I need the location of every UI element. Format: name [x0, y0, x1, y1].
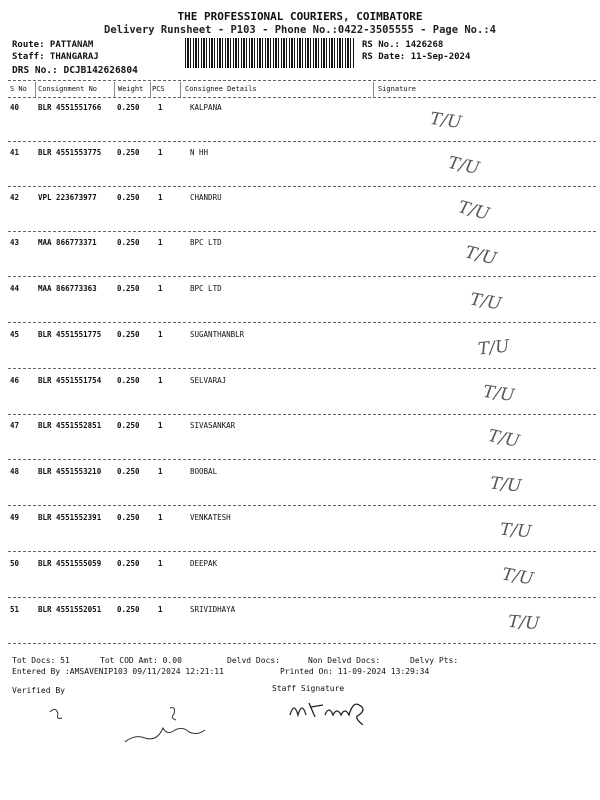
col-sno: S No: [10, 85, 27, 93]
row-weight: 0.250: [117, 605, 140, 614]
row-pieces: 1: [158, 376, 163, 385]
row-serial-number: 44: [10, 284, 20, 293]
row-weight: 0.250: [117, 513, 140, 522]
row-serial-number: 45: [10, 330, 20, 339]
row-handwritten-signature: T/U: [468, 289, 503, 315]
row-divider: [8, 231, 596, 232]
row-consignment-number: BLR 4551553775: [38, 148, 102, 157]
column-divider: [35, 82, 36, 98]
row-consignee-name: BPC LTD: [190, 238, 222, 247]
col-weight: Weight: [118, 85, 144, 93]
row-weight: 0.250: [117, 559, 140, 568]
row-weight: 0.250: [117, 103, 140, 112]
column-divider: [114, 82, 115, 98]
row-consignment-number: BLR 4551551754: [38, 376, 102, 385]
row-consignee-name: BOOBAL: [190, 467, 218, 476]
staff-signature-label: Staff Signature: [272, 684, 345, 693]
row-consignment-number: BLR 4551553210: [38, 467, 102, 476]
col-consignment: Consignment No: [38, 85, 98, 93]
row-serial-number: 42: [10, 193, 20, 202]
row-serial-number: 47: [10, 421, 20, 430]
row-handwritten-signature: T/U: [428, 108, 463, 134]
row-consignment-number: BLR 4551551766: [38, 103, 102, 112]
rs-number: RS No.: 1426268: [362, 40, 444, 50]
row-pieces: 1: [158, 148, 163, 157]
row-serial-number: 40: [10, 103, 20, 112]
non-delivered-docs: Non Delvd Docs:: [308, 656, 381, 665]
delivered-docs: Delvd Docs:: [227, 656, 280, 665]
row-consignment-number: MAA 866773371: [38, 238, 97, 247]
row-pieces: 1: [158, 513, 163, 522]
route-label: Route: PATTANAM: [12, 40, 94, 50]
row-handwritten-signature: T/U: [446, 152, 482, 180]
row-handwritten-signature: T/U: [455, 197, 492, 225]
row-weight: 0.250: [117, 284, 140, 293]
staff-label: Staff: THANGARAJ: [12, 52, 99, 62]
row-handwritten-signature: T/U: [507, 611, 541, 635]
row-consignment-number: BLR 4551552051: [38, 605, 102, 614]
row-consignee-name: SRIVIDHAYA: [190, 605, 236, 614]
row-pieces: 1: [158, 330, 163, 339]
row-handwritten-signature: T/U: [481, 381, 516, 407]
column-divider: [150, 82, 151, 98]
row-divider: [8, 551, 596, 552]
row-pieces: 1: [158, 559, 163, 568]
row-consignment-number: VPL 223673977: [38, 193, 97, 202]
row-handwritten-signature: T/U: [477, 336, 511, 360]
row-consignee-name: SELVARAJ: [190, 376, 227, 385]
column-divider: [373, 82, 374, 98]
row-divider: [8, 322, 596, 323]
row-weight: 0.250: [117, 330, 140, 339]
row-consignee-name: KALPANA: [190, 103, 222, 112]
row-consignee-name: BPC LTD: [190, 284, 222, 293]
column-divider: [180, 82, 181, 98]
row-consignee-name: SUGANTHANBLR: [190, 330, 245, 339]
row-serial-number: 43: [10, 238, 20, 247]
delivery-points: Delvy Pts:: [410, 656, 459, 665]
row-divider: [8, 505, 596, 506]
entered-by: Entered By :AMSAVENIP103 09/11/2024 12:21:11: [12, 667, 224, 676]
row-consignee-name: DEEPAK: [190, 559, 218, 568]
row-consignment-number: BLR 4551555059: [38, 559, 102, 568]
row-serial-number: 51: [10, 605, 20, 614]
row-handwritten-signature: T/U: [500, 564, 535, 590]
row-weight: 0.250: [117, 421, 140, 430]
row-divider: [8, 276, 596, 277]
row-divider: [8, 459, 596, 460]
row-weight: 0.250: [117, 238, 140, 247]
document-title: THE PROFESSIONAL COURIERS, COIMBATORE: [177, 10, 423, 23]
row-weight: 0.250: [117, 193, 140, 202]
row-divider: [8, 141, 596, 142]
total-cod-amount: Tot COD Amt: 0.00: [100, 656, 182, 665]
row-pieces: 1: [158, 238, 163, 247]
row-pieces: 1: [158, 605, 163, 614]
row-consignee-name: VENKATESH: [190, 513, 231, 522]
row-handwritten-signature: T/U: [486, 425, 522, 453]
row-consignment-number: BLR 4551552391: [38, 513, 102, 522]
row-consignee-name: N HH: [190, 148, 209, 157]
col-pcs: PCS: [152, 85, 165, 93]
verified-by-label: Verified By: [12, 686, 65, 695]
row-serial-number: 48: [10, 467, 20, 476]
row-weight: 0.250: [117, 148, 140, 157]
row-pieces: 1: [158, 421, 163, 430]
col-consignee: Consignee Details: [185, 85, 257, 93]
row-handwritten-signature: T/U: [499, 519, 533, 543]
row-divider: [8, 186, 596, 187]
row-divider: [8, 643, 596, 644]
row-handwritten-signature: T/U: [489, 473, 523, 497]
row-consignee-name: CHANDRU: [190, 193, 222, 202]
row-pieces: 1: [158, 284, 163, 293]
row-pieces: 1: [158, 467, 163, 476]
row-consignment-number: MAA 866773363: [38, 284, 97, 293]
row-consignment-number: BLR 4551552851: [38, 421, 102, 430]
row-consignment-number: BLR 4551551775: [38, 330, 102, 339]
row-weight: 0.250: [117, 467, 140, 476]
row-serial-number: 46: [10, 376, 20, 385]
verifier-handwritten-signature: [40, 700, 230, 750]
row-handwritten-signature: T/U: [463, 242, 499, 270]
printed-on: Printed On: 11-09-2024 13:29:34: [280, 667, 430, 676]
drs-number: DRS No.: DCJB142626804: [12, 65, 138, 76]
divider: [8, 97, 596, 98]
row-pieces: 1: [158, 103, 163, 112]
col-signature: Signature: [378, 85, 416, 93]
rs-date: RS Date: 11-Sep-2024: [362, 52, 471, 62]
staff-handwritten-signature: [285, 695, 395, 725]
row-pieces: 1: [158, 193, 163, 202]
row-divider: [8, 597, 596, 598]
row-serial-number: 41: [10, 148, 20, 157]
row-divider: [8, 414, 596, 415]
barcode: [185, 38, 355, 68]
row-serial-number: 49: [10, 513, 20, 522]
row-divider: [8, 368, 596, 369]
runsheet-subtitle: Delivery Runsheet - P103 - Phone No.:0422-3505555 - Page No.:4: [104, 24, 496, 36]
row-serial-number: 50: [10, 559, 20, 568]
row-consignee-name: SIVASANKAR: [190, 421, 236, 430]
total-docs: Tot Docs: 51: [12, 656, 70, 665]
divider: [8, 80, 596, 81]
row-weight: 0.250: [117, 376, 140, 385]
